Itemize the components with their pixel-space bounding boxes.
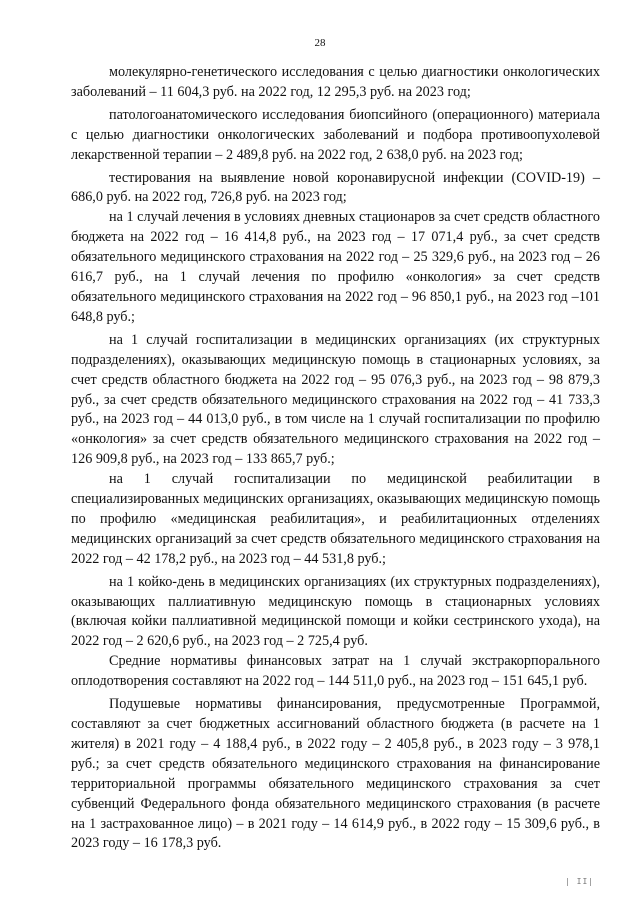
paragraph-molecular-genetic: молекулярно-генетического исследования с целью диагностики онкологических заболеваний – 11 604,3 руб. на 2022 год, 12 295,3 руб. на 2023 год; [71, 64, 600, 100]
paragraph-covid-testing: тестирования на выявление новой коронавирусной инфекции (COVID-19) – 686,0 руб. на 2022 год, 726,8 руб. на 2023 год; [71, 169, 600, 206]
paragraph-per-capita: Подушевые нормативы финансирования, предусмотренные Программой, составляют за счет бюджетных ассигнований областного бюджета (в расчете на 1 жителя) в 2021 году – 4 188,4 руб., в 2022 году – 2 405,8 руб., в 2023 году – 3 978,1 руб.; за счет средств обязательного медицинского страхования на финансирование территориальной программы обязательного медицинского страхования за счет субвенций Федерального фонда обязательного медицинского страхования (в расчете на 1 застрахованное лицо) – в 2021 году – 14 614,9 руб., в 2022 году – 15 309,6 руб., в 2023 году – 16 178,3 руб. [71, 696, 600, 852]
page-number: 28 [314, 37, 326, 49]
paragraph-rehabilitation: на 1 случай госпитализации по медицинской реабилитации в специализированных медицинских организациях, оказывающих медицинскую помощь по профилю «медицинская реабилитация», и реабилитационных отделениях медицинских организаций за счет средств обязательного медицинского страхования на 2022 год – 42 178,2 руб., на 2023 год – 44 531,8 руб.; [71, 471, 600, 567]
footer-mark: | II| [565, 877, 595, 886]
paragraph-day-hospital: на 1 случай лечения в условиях дневных стационаров за счет средств областного бюджета на 2022 год – 16 414,8 руб., на 2023 год – 17 071,4 руб., за счет средств обязательного медицинского страхования на 2022 год – 25 329,6 руб., на 2023 год – 26 616,7 руб., на 1 случай лечения по профилю «онкология» за счет средств обязательного медицинского страхования на 2022 год – 96 850,1 руб., на 2023 год –101 648,8 руб.; [71, 209, 600, 325]
paragraph-ivf: Средние нормативы финансовых затрат на 1 случай экстракорпорального оплодотворения составляют на 2022 год – 144 511,0 руб., на 2023 год – 151 645,1 руб. [71, 653, 600, 690]
paragraph-hospitalization: на 1 случай госпитализации в медицинских организациях (их структурных подразделениях), оказывающих медицинскую помощь в стационарных условиях, за счет средств областного бюджета на 2022 год – 95 076,3 руб., на 2023 год – 98 879,3 руб., за счет средств обязательного медицинского страхования на 2022 год – 41 733,3 руб., на 2023 год – 44 013,0 руб., в том числе на 1 случай госпитализации по профилю «онкология» за счет средств обязательного медицинского страхования на 2022 год – 126 909,8 руб., на 2023 год – 133 865,7 руб.; [71, 331, 600, 468]
paragraph-pathology: патологоанатомического исследования биопсийного (операционного) материала с целью диагностики онкологических заболеваний и подбора противоопухолевой лекарственной терапии – 2 489,8 руб. на 2022 год, 2 638,0 руб. на 2023 год; [71, 106, 600, 163]
paragraph-palliative: на 1 койко-день в медицинских организациях (их структурных подразделениях), оказывающих паллиативную медицинскую помощь в стационарных условиях (включая койки паллиативной медицинской помощи и койки сестринского ухода), на 2022 год – 2 620,6 руб., на 2023 год – 2 725,4 руб. [71, 573, 600, 650]
document-body [71, 63, 600, 854]
